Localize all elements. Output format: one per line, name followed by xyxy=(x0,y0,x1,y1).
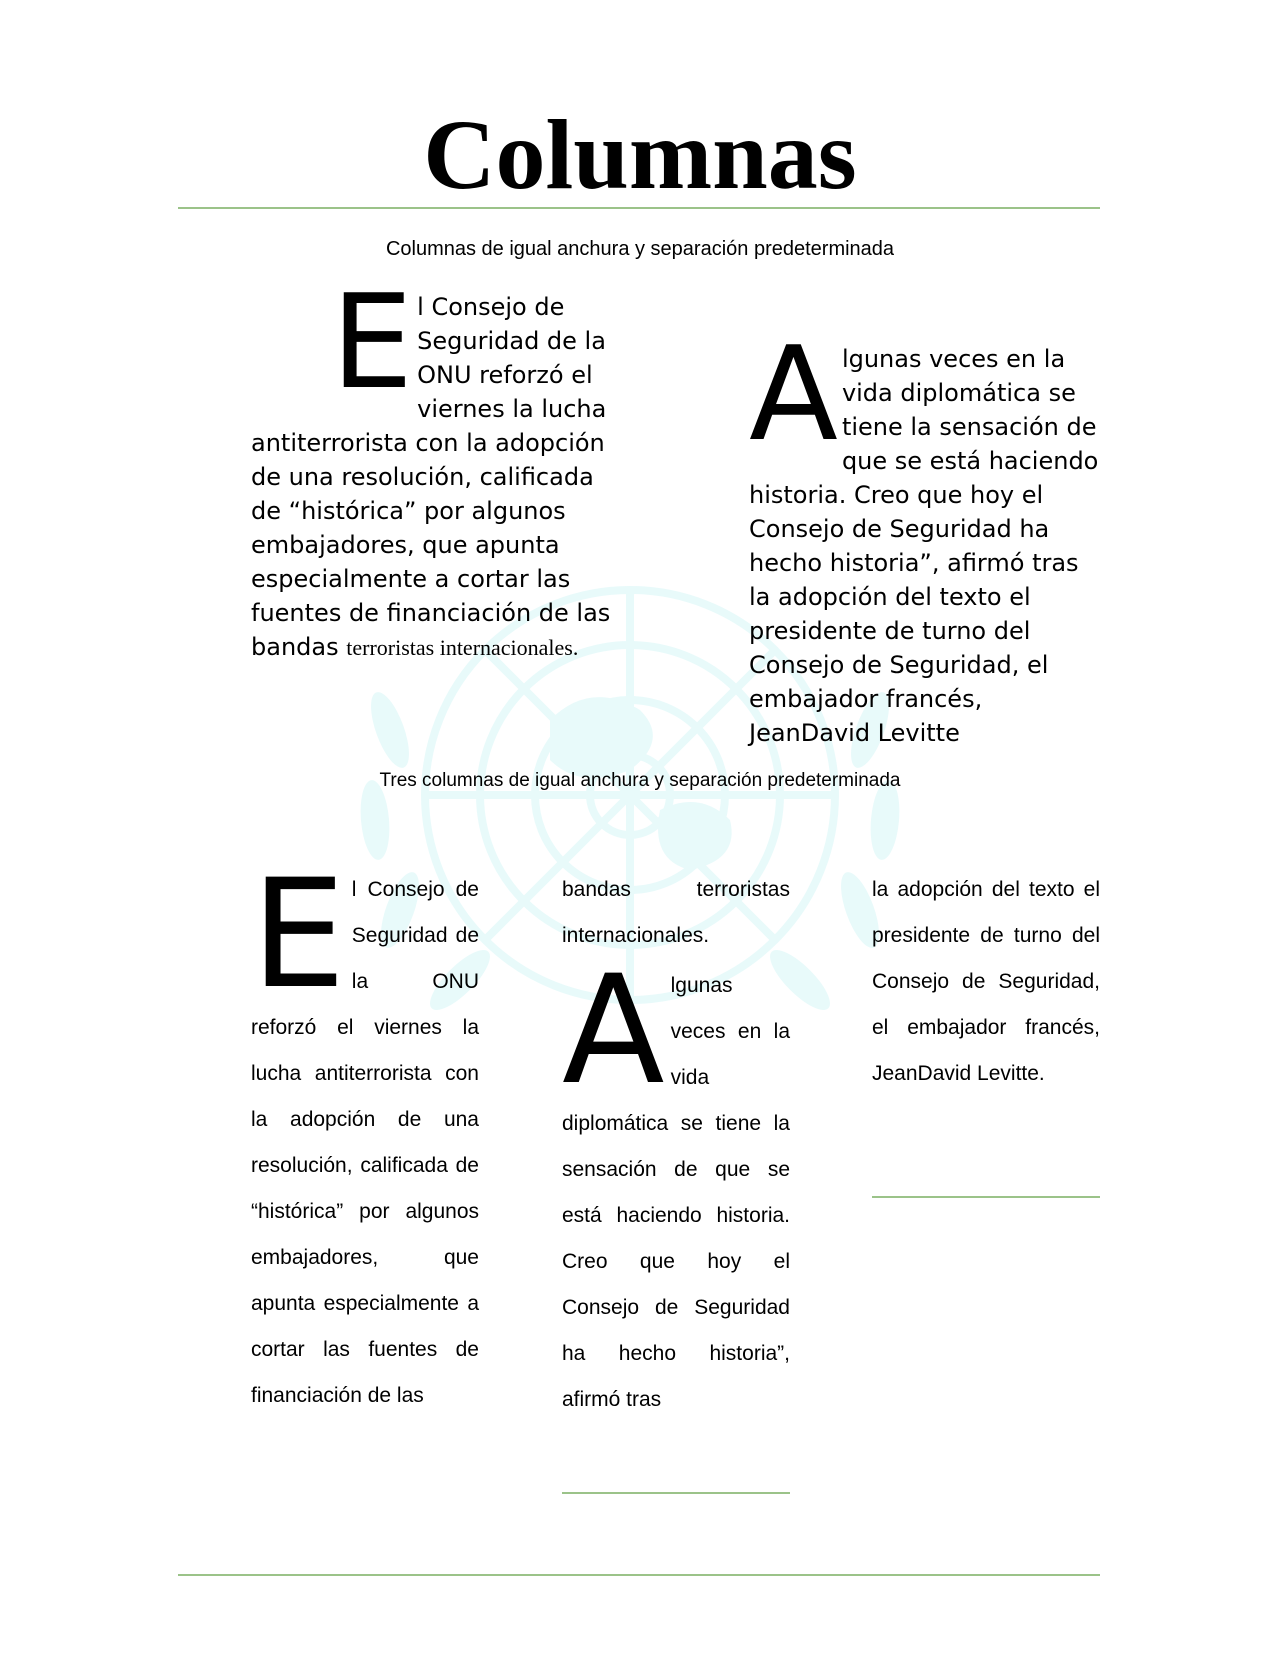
section2-heading: Tres columnas de igual anchura y separación predeterminada xyxy=(379,770,901,791)
paragraph-lead: bandas terroristas internacionales. xyxy=(562,878,790,947)
footer-rule xyxy=(178,1574,1100,1576)
dropcap-letter: E xyxy=(331,266,414,418)
paragraph-text: l Consejo de Seguridad de la ONU reforzó el viernes la lucha antiterrorista con la adopción de una resolución, calificada de “histórica” por algunos embajadores, que apunta especialmente a cortar las fuentes de financiación de las bandas xyxy=(251,293,611,661)
paragraph-text: l Consejo de Seguridad de la ONU reforzó el viernes la lucha antiterrorista con la adopción de una resolución, calificada de “histórica” por algunos embajadores, que apunta especialmente a cortar las fuentes de financiación de las xyxy=(251,878,479,1407)
dropcap-letter: A xyxy=(749,318,838,470)
section1-left-column xyxy=(251,266,611,665)
paragraph-text: lgunas veces en la vida diplomática se tiene la sensación de que se está haciendo historia. Creo que hoy el Consejo de Seguridad ha hecho historia”, afirmó tras la adopción del texto el presidente de turno del Consejo de Seguridad, el embajador francés, JeanDavid Levitte xyxy=(749,345,1099,747)
column-2-end-rule xyxy=(562,1492,790,1494)
dropcap-letter: E xyxy=(251,848,346,1022)
title-rule xyxy=(178,207,1100,209)
paragraph-text: la adopción del texto el presidente de turno del Consejo de Seguridad, el embajador francés, JeanDavid Levitte. xyxy=(872,878,1100,1085)
dropcap-letter: A xyxy=(562,944,665,1118)
column-3-end-rule xyxy=(872,1196,1100,1198)
section1-heading: Columnas de igual anchura y separación predeterminada xyxy=(385,238,895,260)
paragraph-tail: terroristas internacionales. xyxy=(346,635,579,660)
section2-column-2 xyxy=(562,867,790,1423)
paragraph-a xyxy=(562,944,790,1423)
page-title: Columnas xyxy=(423,99,857,210)
section2-column-3 xyxy=(872,867,1100,1097)
section2-column-1 xyxy=(251,848,479,1419)
section1-right-column xyxy=(749,318,1105,750)
paragraph-text: lgunas veces en la vida diplomática se tiene la sensación de que se está haciendo historia. Creo que hoy el Consejo de Seguridad ha hecho historia”, afirmó tras xyxy=(562,974,790,1411)
